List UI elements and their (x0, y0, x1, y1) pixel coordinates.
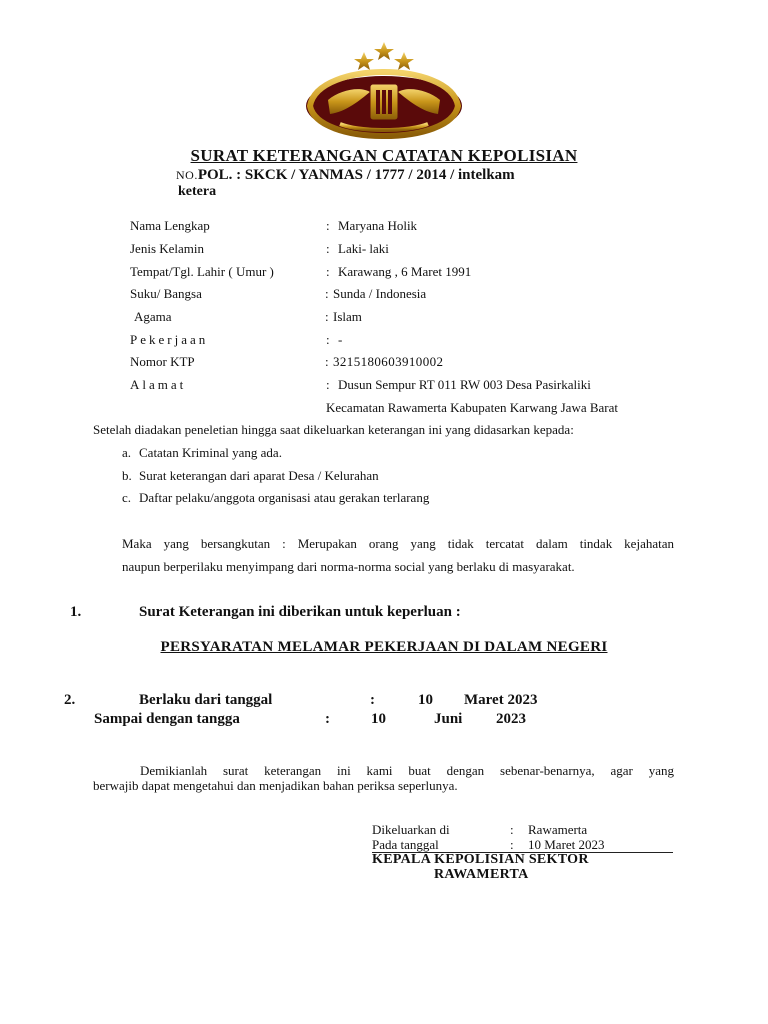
issued-at-value: Rawamerta (528, 822, 588, 837)
police-emblem-icon (300, 40, 468, 140)
field-label-occupation: Pekerjaan (130, 332, 209, 347)
valid-to-sep: : (325, 711, 330, 727)
list-item: Surat keterangan dari aparat Desa / Kelurahan (139, 468, 379, 483)
purpose-heading: PERSYARATAN MELAMAR PEKERJAAN DI DALAM NEGERI (160, 639, 608, 655)
field-sep: : (325, 354, 329, 369)
valid-from-month-year: Maret 2023 (464, 692, 538, 708)
intro-paragraph: Setelah diadakan peneletian hingga saat dikeluarkan keterangan ini yang didasarkan kepada: (93, 422, 574, 437)
field-value-gender: Laki- laki (338, 241, 389, 256)
field-label-religion: Agama (134, 309, 172, 324)
issued-at-sep: : (510, 822, 514, 837)
section-2-number: 2. (64, 692, 76, 708)
field-value-religion: Islam (333, 309, 362, 324)
field-label-gender: Jenis Kelamin (130, 241, 205, 256)
document-number (176, 167, 515, 184)
field-value-birth: Karawang , 6 Maret 1991 (338, 264, 472, 279)
closing-line-2: berwajib dapat mengetahui dan menjadikan bahan periksa seperlunya. (93, 778, 458, 793)
field-sep: : (325, 309, 329, 324)
section-1-number: 1. (70, 604, 82, 620)
issue-date-label: Pada tanggal (372, 837, 439, 852)
field-value-name: Maryana Holik (338, 218, 418, 233)
valid-from-label: Berlaku dari tanggal (139, 692, 273, 708)
field-label-name: Nama Lengkap (130, 218, 210, 233)
field-value-address: Dusun Sempur RT 011 RW 003 Desa Pasirkaliki (338, 377, 591, 392)
valid-to-year: 2023 (496, 711, 526, 727)
field-value-occupation: - (338, 332, 343, 347)
field-sep: : (326, 218, 330, 233)
field-label-address: Alamat (130, 377, 187, 392)
header-continuation: ketera (178, 184, 217, 199)
issue-date-value: 10 Maret 2023 (528, 837, 605, 852)
field-sep: : (326, 332, 330, 347)
field-label-ethnicity: Suku/ Bangsa (130, 286, 202, 301)
field-label-ktp: Nomor KTP (130, 354, 195, 369)
field-value-ethnicity: Sunda / Indonesia (333, 286, 427, 301)
field-value-ktp: 3215180603910002 (333, 354, 444, 369)
document-number-value: POL. : SKCK / YANMAS / 1777 / 2014 / intelkam (197, 167, 515, 183)
closing-line-1: Demikianlah surat keterangan ini kami buat dengan sebenar-benarnya, agar yang (140, 763, 674, 778)
document-number-prefix: NO. (176, 168, 198, 182)
valid-to-month: Juni (434, 711, 463, 727)
conclusion-line-1: Maka yang bersangkutan : Merupakan orang yang tidak tercatat dalam tindak kejahatan (122, 536, 674, 551)
field-value-address-line2: Kecamatan Rawamerta Kabupaten Karwang Jawa Barat (326, 400, 618, 415)
valid-to-day: 10 (371, 711, 386, 727)
field-sep: : (326, 264, 330, 279)
office-title-line-1: KEPALA KEPOLISIAN SEKTOR (372, 852, 589, 867)
list-marker: a. (122, 445, 132, 460)
valid-from-sep: : (370, 692, 375, 708)
field-sep: : (326, 241, 330, 256)
field-sep: : (326, 377, 330, 392)
list-item: Daftar pelaku/anggota organisasi atau gerakan terlarang (139, 490, 430, 505)
valid-from-day: 10 (418, 692, 433, 708)
field-label-birth: Tempat/Tgl. Lahir ( Umur ) (130, 264, 274, 279)
office-title-line-2: RAWAMERTA (434, 867, 529, 882)
list-item: Catatan Kriminal yang ada. (139, 445, 282, 460)
valid-to-label: Sampai dengan tangga (94, 711, 240, 727)
document-title: SURAT KETERANGAN CATATAN KEPOLISIAN (190, 146, 578, 165)
field-sep: : (325, 286, 329, 301)
list-marker: c. (122, 490, 132, 505)
issue-date-sep: : (510, 837, 514, 852)
list-marker: b. (122, 468, 132, 483)
issued-at-label: Dikeluarkan di (372, 822, 450, 837)
section-1-text: Surat Keterangan ini diberikan untuk keperluan : (139, 604, 461, 620)
conclusion-line-2: naupun berperilaku menyimpang dari norma-norma social yang berlaku di masyarakat. (122, 559, 575, 574)
